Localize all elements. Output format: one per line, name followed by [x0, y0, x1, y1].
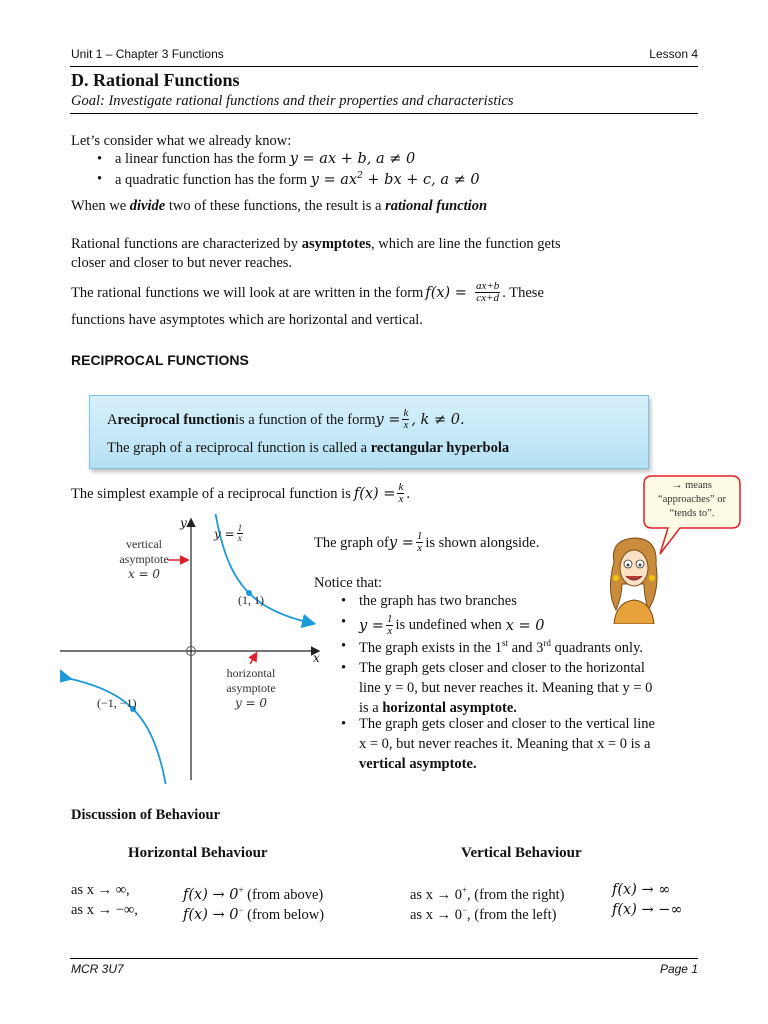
graph-shown-sentence: The graph of y = $\frac{1}{x}$ is shown alongside.	[314, 530, 540, 554]
divide-sentence: When we divide two of these functions, the result is a rational function	[71, 198, 488, 214]
footer-rule	[70, 958, 698, 959]
intro-bullet-linear: • a linear function has the form y = ax + b, a ≠ 0	[115, 151, 415, 168]
notice-bullet-undefined: • y = $\frac{1}{x}$ is undefined when x = 0	[359, 614, 545, 637]
horizontal-asymptote-label: horizontal asymptote y = 0	[226, 666, 276, 710]
notice-bullet-horizontal: • The graph gets closer and closer to the horizontal line y = 0, but never reaches it. Meaning that y = 0 is a horizontal asymptote.	[359, 658, 652, 718]
h-row1-right: f(x) → 0+ (from above)	[183, 885, 324, 903]
notice-bullet-vertical: • The graph gets closer and closer to the vertical line x = 0, but never reaches it. Meaning that x = 0 is a vertical asymptote.	[359, 714, 655, 774]
vertical-behaviour-title: Vertical Behaviour	[461, 845, 582, 861]
header-left: Unit 1 – Chapter 3 Functions	[71, 47, 224, 61]
v-row1-right: f(x) → ∞	[612, 882, 671, 898]
form-line2: functions have asymptotes which are horizontal and vertical.	[71, 312, 423, 328]
footer-left: MCR 3U7	[71, 962, 124, 976]
header-right: Lesson 4	[649, 47, 698, 61]
notice-bullet-quadrants: • The graph exists in the 1st and 3rd quadrants only.	[359, 638, 643, 657]
notice-lead: Notice that:	[314, 575, 383, 591]
point-neg1-neg1-label: (−1, −1)	[97, 696, 137, 710]
v-row2-right: f(x) → −∞	[612, 902, 683, 918]
form-line1: The rational functions we will look at are written in the form f(x) = $\frac{ax+b}{cx+d}$ . These	[71, 280, 544, 304]
horizontal-behaviour-title: Horizontal Behaviour	[128, 845, 268, 861]
definition-line1: A reciprocal function is a function of the form y = $\frac{k}{x}$ , k ≠ 0.	[107, 407, 465, 431]
asymptotes-line1: Rational functions are characterized by asymptotes, which are line the function gets	[71, 236, 561, 252]
reciprocal-heading: RECIPROCAL FUNCTIONS	[71, 352, 249, 368]
intro-lead: Let’s consider what we already know:	[71, 133, 292, 149]
point-1-1-label: (1, 1)	[238, 593, 264, 607]
intro-bullet-quadratic: • a quadratic function has the form $y = ax^2$ + bx + c, a ≠ 0	[115, 171, 480, 189]
header-rule	[70, 66, 698, 67]
notice-bullet-branches: • the graph has two branches	[359, 593, 517, 610]
reciprocal-graph	[60, 514, 330, 784]
horizontal-asymptote-arrow	[250, 654, 256, 664]
simplest-example: The simplest example of a reciprocal function is f(x) = $\frac{k}{x}$ .	[71, 481, 410, 505]
graph-y-label: y	[180, 516, 187, 530]
definition-box	[89, 395, 649, 469]
graph-fn-label: y = $\frac{1}{x}$	[214, 523, 243, 543]
vertical-asymptote-label: vertical asymptote x = 0	[119, 537, 169, 581]
speech-text: → means “approaches” or “tends to”.	[658, 480, 726, 519]
asymptotes-line2: closer and closer to but never reaches.	[71, 255, 293, 271]
section-title: D. Rational Functions	[71, 70, 240, 90]
teacher-cartoon-icon	[604, 532, 664, 624]
curve-branch-third-quadrant	[69, 679, 175, 784]
v-row2-left: as x → 0−, (from the left)	[410, 905, 557, 923]
graph-x-label: x	[313, 651, 320, 665]
section-goal: Goal: Investigate rational functions and their properties and characteristics	[71, 93, 514, 109]
h-row2-right: f(x) → 0− (from below)	[183, 905, 325, 923]
h-row1-left: as x → ∞,	[71, 882, 130, 898]
title-rule	[70, 113, 698, 114]
behaviour-heading: Discussion of Behaviour	[71, 807, 221, 823]
h-row2-left: as x → −∞,	[71, 902, 138, 918]
definition-line2: The graph of a reciprocal function is called a rectangular hyperbola	[107, 440, 510, 456]
v-row1-left: as x → 0+, (from the right)	[410, 885, 565, 903]
footer-right: Page 1	[659, 962, 698, 976]
